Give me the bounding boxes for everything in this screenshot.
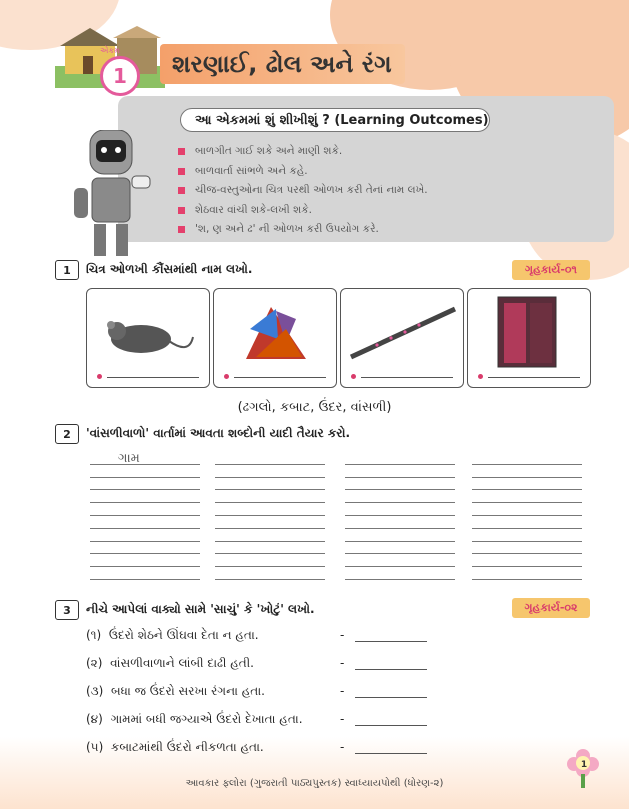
statement-2: (૨) વાંસળીવાળાને લાંબી દાઢી હતી. (86, 656, 254, 670)
dash: - (340, 656, 345, 670)
answer-bullet (351, 374, 356, 379)
answer-line[interactable] (355, 669, 427, 670)
statement-1: (૧) ઉંદરો શેઠને ઊંઘવા દેતા ન હતા. (86, 628, 259, 642)
answer-line[interactable] (488, 377, 580, 378)
picture-card-drum (213, 288, 337, 388)
robot-illustration (72, 130, 152, 260)
list-item: શેઠવાર વાંચી શકે-લખી શકે. (178, 201, 428, 221)
bullet-icon (178, 226, 185, 233)
answer-line[interactable] (355, 725, 427, 726)
list-item: બાળગીત ગાઈ શકે અને માણી શકે. (178, 142, 428, 162)
list-item: બાળવાર્તા સાંભળે અને કહે. (178, 162, 428, 182)
dash: - (340, 740, 345, 754)
sample-word: ગામ (118, 451, 140, 466)
writing-lines[interactable] (215, 452, 325, 580)
answer-bullet (97, 374, 102, 379)
unit-label: એકમ (100, 46, 120, 55)
answer-line[interactable] (355, 753, 427, 754)
cupboard-icon (496, 295, 560, 371)
rat-icon (101, 309, 197, 359)
unit-number-badge: 1 (100, 56, 140, 96)
homework-tag-2: ગૃહકાર્ય-૦૨ (512, 598, 590, 618)
question-3-number: 3 (55, 600, 79, 620)
question-3-text: નીચે આપેલાં વાક્યો સામે 'સાચું' કે 'ખોટું' લખો. (86, 602, 315, 616)
dash: - (340, 628, 345, 642)
homework-tag-1: ગૃહકાર્ય-૦૧ (512, 260, 590, 280)
answer-line[interactable] (234, 377, 326, 378)
question-2-number: 2 (55, 424, 79, 444)
bullet-icon (178, 207, 185, 214)
dash: - (340, 684, 345, 698)
answer-bullet (478, 374, 483, 379)
answer-bullet (224, 374, 229, 379)
learning-outcomes-heading: આ એકમમાં શું શીખીશું ? (Learning Outcomes) (180, 108, 490, 132)
answer-line[interactable] (355, 697, 427, 698)
pile-icon (236, 299, 316, 369)
bullet-icon (178, 148, 185, 155)
footer-text: આવકાર ફ્લોરા (ગુજરાતી પાઠ્યપુસ્તક) સ્વાધ્યાયપોથી (ધોરણ-૨) (185, 778, 444, 789)
writing-lines[interactable] (345, 452, 455, 580)
question-2-text: 'વાંસળીવાળો' વાર્તામાં આવતા શબ્દોની યાદી તૈયાર કરો. (86, 426, 351, 440)
bullet-icon (178, 168, 185, 175)
statement-5: (૫) કબાટમાંથી ઉંદરો નીકળતા હતા. (86, 740, 264, 754)
question-1-number: 1 (55, 260, 79, 280)
dash: - (340, 712, 345, 726)
writing-lines[interactable] (90, 452, 200, 580)
bullet-icon (178, 187, 185, 194)
picture-card-rat (86, 288, 210, 388)
list-item: ચીજ-વસ્તુઓના ચિત્ર પરથી ઓળખ કરી તેનાં નામ લખે. (178, 181, 428, 201)
page-number: 1 (580, 760, 588, 770)
answer-line[interactable] (107, 377, 199, 378)
flute-icon (347, 303, 459, 363)
list-item: 'શ, ણ અને ઢ' ની ઓળખ કરી ઉપયોગ કરે. (178, 220, 428, 240)
learning-outcomes-list (178, 142, 428, 240)
statement-4: (૪) ગામમાં બધી જગ્યાએ ઉંદરો દેખાતા હતા. (86, 712, 303, 726)
word-options: (ઢગલો, કબાટ, ઉંદર, વાંસળી) (237, 400, 392, 415)
picture-card-cupboard (467, 288, 591, 388)
writing-lines[interactable] (472, 452, 582, 580)
picture-card-flute (340, 288, 464, 388)
answer-line[interactable] (361, 377, 453, 378)
answer-line[interactable] (355, 641, 427, 642)
statement-3: (૩) બધા જ ઉંદરો સરખા રંગના હતા. (86, 684, 265, 698)
question-1-text: ચિત્ર ઓળખી કૌંસમાંથી નામ લખો. (86, 262, 253, 276)
page-title: શરણાઈ, ઢોલ અને રંગ (172, 50, 392, 78)
